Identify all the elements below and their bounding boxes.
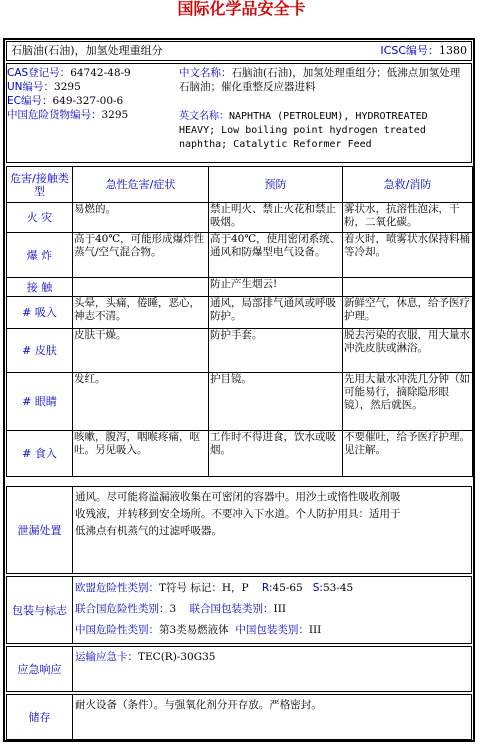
un-number: UN编号：3295 <box>7 81 81 93</box>
storage-label: 储存 <box>7 695 73 739</box>
header-prevention: 预防 <box>209 167 343 203</box>
row-type: 接 触 <box>7 278 73 297</box>
spill-section <box>6 486 472 574</box>
substance-name: 石脑油(石油)，加氢处理重组分 <box>11 44 163 57</box>
storage-text: 耐火设备（条件）。与强氧化剂分开存放。严格密封。 <box>75 699 322 711</box>
table-row <box>7 278 473 297</box>
row-type: # 皮肤 <box>7 329 73 373</box>
table-row <box>7 203 473 233</box>
header-bar <box>6 41 472 61</box>
row-aid: 先用大量水冲洗几分钟（如可能易行，摘除隐形眼镜），然后就医。 <box>343 373 473 431</box>
spill-text: 通风。尽可能将溢漏液收集在可密闭的容器中。用沙土或惰性吸收剂吸 收残液，并转移到安全场所。不要冲入下水道。个人防护用具：适用于 低沸点有机蒸气的过滤呼吸器。 <box>75 491 401 537</box>
header-first-aid: 急救/消防 <box>343 167 473 203</box>
table-header-row <box>7 167 473 203</box>
hazard-table <box>6 166 473 477</box>
row-hazard: 皮肤干燥。 <box>73 329 209 373</box>
cn-hazard-number: 中国危险货物编号：3295 <box>7 109 129 121</box>
row-prevention: 防护手套。 <box>209 329 343 373</box>
row-hazard: 头晕，头痛，倦睡，恶心，神志不清。 <box>73 297 209 329</box>
table-row <box>7 329 473 373</box>
header-type: 危害/接触类型 <box>7 167 73 203</box>
un-classification: 联合国危险性类别：3 联合国包装类别：III <box>75 603 286 615</box>
table-row <box>7 431 473 477</box>
row-prevention: 护目镜。 <box>209 373 343 431</box>
registry-numbers <box>7 66 175 122</box>
row-prevention: 工作时不得进食，饮水或吸烟。 <box>209 431 343 477</box>
row-type: # 食入 <box>7 431 73 477</box>
table-row <box>7 233 473 278</box>
storage-section <box>6 694 472 740</box>
row-hazard: 高于40℃，可能形成爆炸性蒸气/空气混合物。 <box>73 233 209 278</box>
packaging-label: 包装与标志 <box>7 577 73 643</box>
packaging-text <box>75 578 469 641</box>
chinese-name: 中文名称：石脑油(石油)，加氢处理重组分；低沸点加氢处理石脑油；催化重整反应器进料 <box>179 67 461 93</box>
row-type: 爆 炸 <box>7 233 73 278</box>
row-aid: 雾状水，抗溶性泡沫，干粉，二氧化碳。 <box>343 203 473 233</box>
row-aid: 新鲜空气，休息，给予医疗护理。 <box>343 297 473 329</box>
row-type: # 眼睛 <box>7 373 73 431</box>
cas-number: CAS登记号：64742-48-9 <box>7 67 131 79</box>
cn-classification: 中国危险性类别：第3类易燃液体 中国包装类别：III <box>75 624 322 636</box>
table-row <box>7 373 473 431</box>
row-prevention: 防止产生烟云! <box>209 278 343 297</box>
row-aid: 不要催吐，给予医疗护理。见注解。 <box>343 431 473 477</box>
header-hazard: 急性危害/症状 <box>73 167 209 203</box>
emergency-text: 运输应急卡：TEC(R)-30G35 <box>75 651 216 663</box>
row-prevention: 高于40℃，使用密闭系统、通风和防爆型电气设备。 <box>209 233 343 278</box>
row-prevention: 禁止明火、禁止火花和禁止吸烟。 <box>209 203 343 233</box>
identifiers-section <box>6 63 472 163</box>
row-hazard: 发红。 <box>73 373 209 431</box>
row-prevention: 通风，局部排气通风或呼吸防护。 <box>209 297 343 329</box>
english-name: 英文名称：NAPHTHA (PETROLEUM), HYDROTREATED HEAVY; Low boiling point hydrogen treated naphtha; Catalytic Reformer Feed <box>179 111 428 150</box>
spill-label: 泄漏处置 <box>7 487 73 573</box>
card-title: 国际化学品安全卡 <box>177 0 306 18</box>
packaging-section <box>6 576 472 644</box>
emergency-section <box>6 646 472 692</box>
row-type: # 吸入 <box>7 297 73 329</box>
row-aid: 着火时，喷雾状水保持料桶等冷却。 <box>343 233 473 278</box>
icsc-number: ICSC编号：1380 <box>380 44 467 57</box>
ec-number: EC编号：649-327-00-6 <box>7 95 124 107</box>
row-aid <box>343 278 473 297</box>
row-aid: 脱去污染的衣服，用大量水冲洗皮肤或淋浴。 <box>343 329 473 373</box>
row-hazard: 咳嗽，腹泻，咽喉疼痛，呕吐。另见吸入。 <box>73 431 209 477</box>
row-hazard <box>73 278 209 297</box>
row-hazard: 易燃的。 <box>73 203 209 233</box>
emergency-label: 应急响应 <box>7 647 73 691</box>
row-type: 火 灾 <box>7 203 73 233</box>
eu-classification: 欧盟危险性类别：T符号 标记：H，P R:45-65 S:53-45 <box>75 582 354 594</box>
table-row <box>7 297 473 329</box>
